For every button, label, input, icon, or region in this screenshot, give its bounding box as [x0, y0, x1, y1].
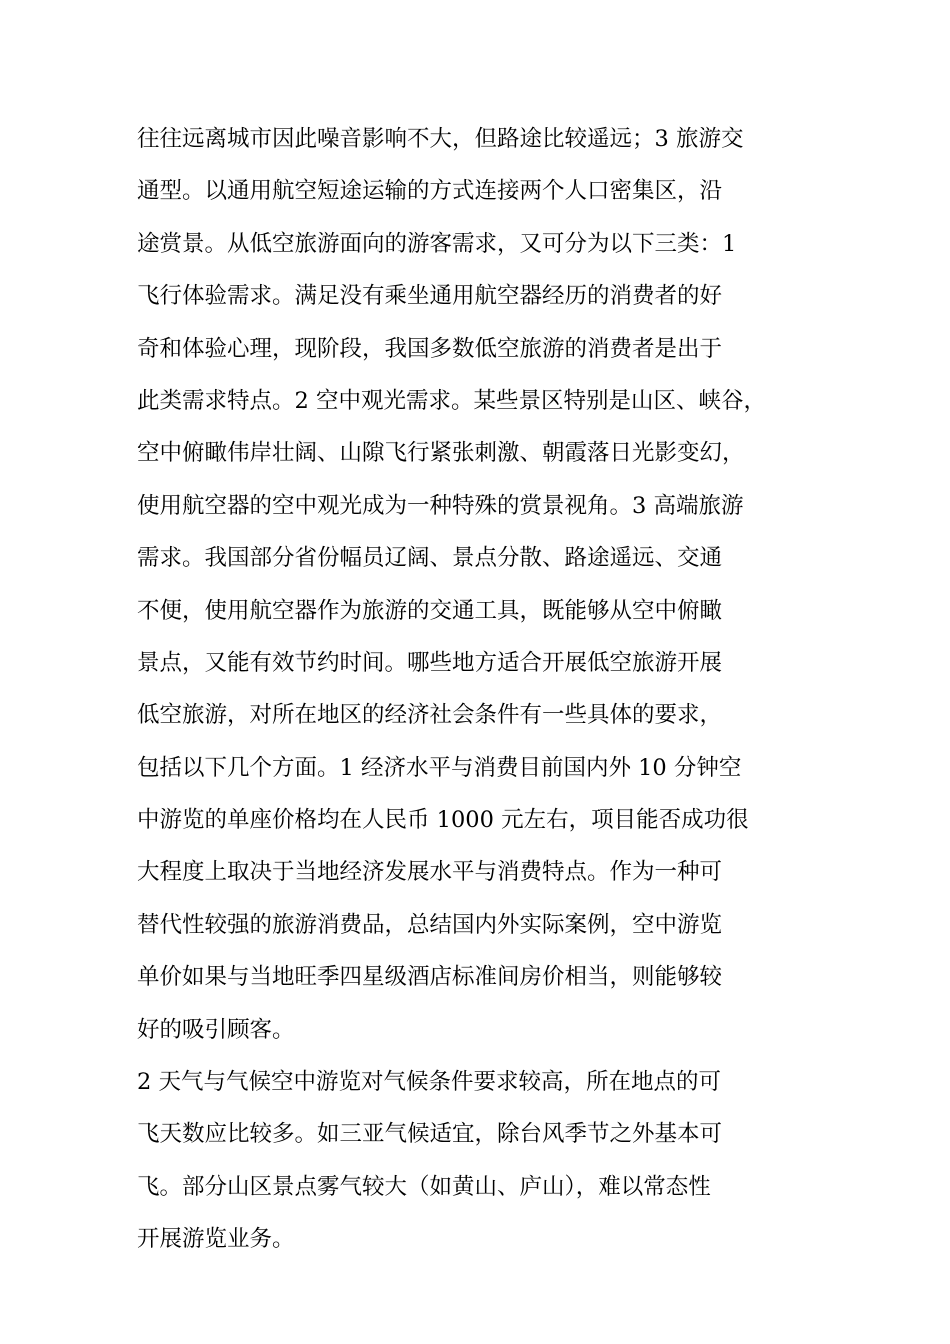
text-line: 此类需求特点。2 空中观光需求。某些景区特别是山区、峡谷， [137, 387, 766, 414]
text-line: 通型。以通用航空短途运输的方式连接两个人口密集区，沿 [137, 178, 723, 205]
text-line: 使用航空器的空中观光成为一种特殊的赏景视角。3 高端旅游 [137, 492, 744, 519]
text-line: 替代性较强的旅游消费品，总结国内外实际案例，空中游览 [137, 911, 723, 938]
text-line: 中游览的单座价格均在人民币 1000 元左右，项目能否成功很 [137, 807, 749, 834]
text-line: 不便，使用航空器作为旅游的交通工具，既能够从空中俯瞰 [137, 597, 723, 624]
document-body [137, 113, 837, 1266]
text-line: 单价如果与当地旺季四星级酒店标准间房价相当，则能够较 [137, 964, 723, 991]
text-line: 往往远离城市因此噪音影响不大，但路途比较遥远；3 旅游交 [137, 126, 744, 152]
text-line: 开展游览业务。 [137, 1226, 295, 1253]
text-line: 飞。部分山区景点雾气较大（如黄山、庐山），难以常态性 [137, 1173, 711, 1200]
text-line: 好的吸引顾客。 [137, 1016, 295, 1043]
text-line: 奇和体验心理，现阶段，我国多数低空旅游的消费者是出于 [137, 335, 723, 362]
text-line: 飞行体验需求。满足没有乘坐通用航空器经历的消费者的好 [137, 283, 723, 310]
text-line: 需求。我国部分省份幅员辽阔、景点分散、路途遥远、交通 [137, 545, 723, 572]
text-line: 空中俯瞰伟岸壮阔、山隙飞行紧张刺激、朝霞落日光影变幻， [137, 440, 745, 467]
text-line: 途赏景。从低空旅游面向的游客需求，又可分为以下三类：1 [137, 230, 737, 257]
text-line: 景点，又能有效节约时间。哪些地方适合开展低空旅游开展 [137, 649, 723, 676]
text-line: 低空旅游，对所在地区的经济社会条件有一些具体的要求， [137, 702, 723, 729]
text-line: 大程度上取决于当地经济发展水平与消费特点。作为一种可 [137, 859, 723, 886]
text-line: 飞天数应比较多。如三亚气候适宜，除台风季节之外基本可 [137, 1121, 723, 1148]
text-line: 包括以下几个方面。1 经济水平与消费目前国内外 10 分钟空 [137, 754, 742, 781]
text-line: 2 天气与气候空中游览对气候条件要求较高，所在地点的可 [137, 1069, 721, 1096]
